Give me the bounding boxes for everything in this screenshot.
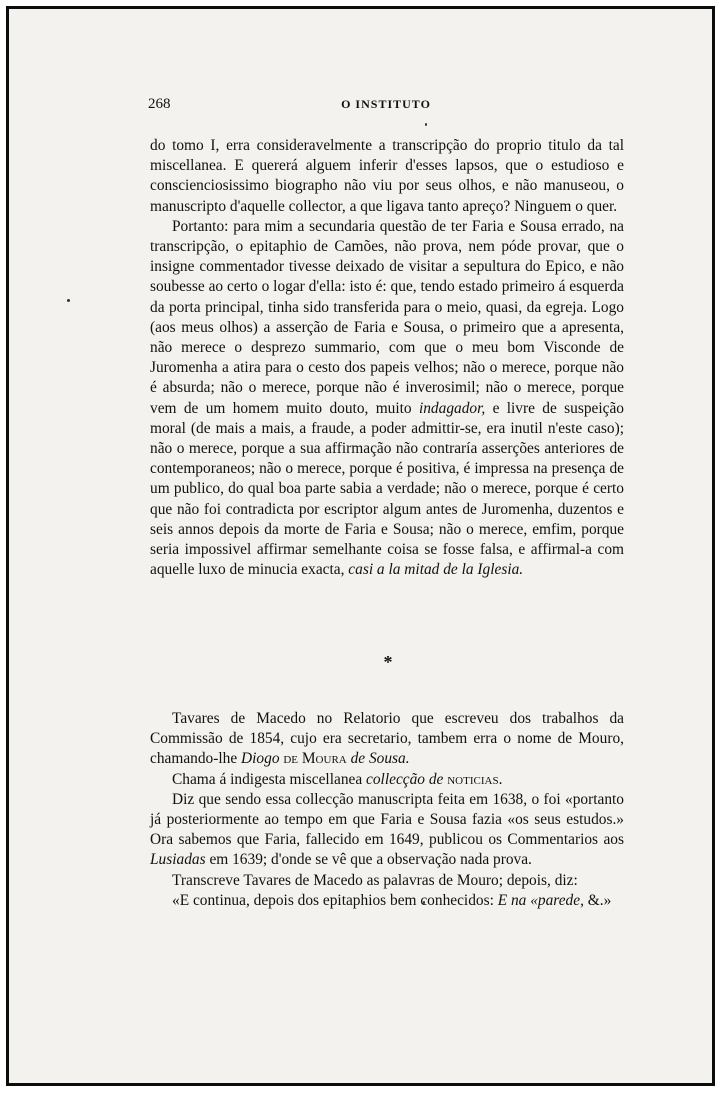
paragraph-text: Tavares de Macedo no Relatorio que escreveu dos trabalhos da Commissão de 1854, cujo era secretario, tambem erra o nome de Mouro, chamando-lhe [150, 710, 624, 768]
paragraph [150, 770, 624, 790]
paper-speck [67, 299, 70, 302]
small-caps-name: Moura [301, 750, 347, 768]
text-block-bottom [150, 709, 624, 911]
paragraph-text: «E continua, depois dos epitaphios bem conhecidos: [172, 891, 498, 909]
small-caps-text: de [279, 750, 302, 768]
paragraph [150, 790, 624, 871]
small-caps-text: noticias. [447, 770, 503, 788]
section-divider: * [383, 652, 393, 672]
italic-name: de [346, 750, 369, 768]
italic-quote: casi a la mitad de la Iglesia. [348, 561, 524, 579]
paragraph-text: &.» [583, 891, 612, 909]
paragraph [150, 871, 624, 891]
italic-text: collecção de [366, 770, 444, 788]
paragraph [150, 891, 624, 911]
paragraph [150, 709, 624, 770]
italic-name: Diogo [241, 750, 280, 768]
running-title: O INSTITUTO [341, 97, 431, 111]
paragraph-text: Diz que sendo essa collecção manuscripta feita em 1638, o foi «portanto já posteriormente ao tempo em que Faria e Sousa fazia «os seus estudos.» Ora sabemos que Faria, fallecido em 1649, publicou os Commentarios aos [150, 790, 624, 849]
italic-quote: E na «parede, [497, 891, 584, 909]
page-header [148, 96, 624, 118]
text-block-top [150, 136, 624, 580]
italic-name: Sousa. [368, 750, 410, 768]
paragraph-text: em 1639; d'onde se vê que a observação nada prova. [205, 851, 532, 869]
page-number: 268 [148, 96, 171, 112]
italic-title: Lusiadas [150, 851, 206, 869]
paragraph-text: Transcreve Tavares de Macedo as palavras de Mouro; depois, diz: [172, 871, 578, 889]
italic-text: indagador, [418, 399, 486, 417]
paragraph [150, 217, 624, 581]
paper-speck [425, 123, 427, 126]
paragraph-text: e livre de suspeição moral (de mais a mais, a fraude, a poder admittir-se, era inutil n'este caso); não o merece, porque a sua affirmação não contraría asserções anteriores de contemporaneos; não o merece, porque é positiva, é impressa na presença de um publico, do qual boa parte sabia a verdade; não o merece, porque é certo que não foi contradicta por escriptor algum antes de Juromenha, duzentos e seis annos depois da morte de Faria e Sousa; não o merece, emfim, porque seria impossivel affirmar semelhante coisa se fosse falsa, e affirmal-a com aquelle luxo de minucia exacta, [150, 399, 624, 579]
paragraph-text: Chama á indigesta miscellanea [172, 770, 367, 788]
paragraph [150, 136, 624, 217]
paragraph-text: do tomo I, erra consideravelmente a transcripção do proprio titulo da tal miscellanea. E quererá alguem inferir d'esses lapsos, que o estudioso e conscienciosissimo biographo não viu por seus olhos, e não manuseou, o manuscripto d'aquelle collector, a que ligava tanto apreço? Ninguem o quer. [150, 137, 624, 215]
paragraph-text: Portanto: para mim a secundaria questão de ter Faria e Sousa errado, na transcripção, o epitaphio de Camões, não prova, nem póde provar, que o insigne commentador tivesse deixado de visitar a sepultura do Epico, e não soubesse ao certo o logar d'ella: isto é: que, tendo estado primeiro á esquerda da porta principal, tinha sido transferida para o meio, quasi, da egreja. Logo (aos meus olhos) a asserção de Faria e Sousa, o primeiro que a apresenta, não merece o desprezo summario, com que o meu bom Visconde de Juromenha a atira para o cesto dos papeis velhos; não o merece, porque não é absurda; não o merece, porque não é inverosimil; não o merece, porque vem de um homem muito douto, muito [150, 217, 624, 417]
